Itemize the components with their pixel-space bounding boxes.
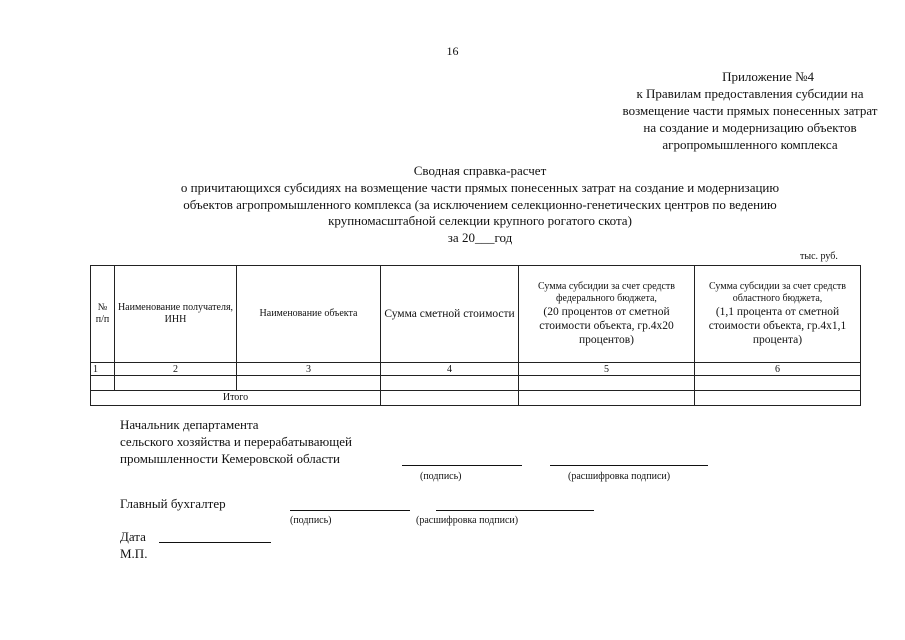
head-signature-caption: (подпись)	[420, 471, 462, 482]
table-row	[91, 376, 861, 391]
header-federal	[519, 266, 695, 363]
accountant-signature-line	[290, 510, 410, 511]
head-line: Начальник департамента	[120, 417, 259, 432]
table-cell	[237, 376, 381, 391]
title-line: о причитающихся субсидиях на возмещение части прямых понесенных затрат на создание и модернизацию	[180, 179, 780, 195]
table-header-row	[91, 266, 861, 363]
header-regional-note: (1,1 процента от сметной стоимости объекта, гр.4х1,1 процента)	[708, 306, 847, 346]
header-federal-note: (20 процентов от сметной стоимости объекта, гр.4х20 процентов)	[539, 306, 674, 346]
column-number: 4	[381, 363, 519, 376]
accountant-decode-line	[436, 510, 594, 511]
date-label: Дата	[120, 529, 146, 544]
header-federal-title: Сумма субсидии за счет средств федерального бюджета,	[538, 281, 675, 304]
appendix-line: агропромышленного комплекса	[662, 137, 838, 152]
head-decode-caption: (расшифровка подписи)	[568, 471, 671, 482]
column-number: 6	[695, 363, 861, 376]
table-number-row	[91, 363, 861, 376]
column-number: 5	[519, 363, 695, 376]
head-signature-line	[402, 465, 522, 466]
head-title	[120, 416, 352, 467]
header-number: № п/п	[91, 266, 115, 363]
table-cell	[695, 391, 861, 406]
header-object: Наименование объекта	[237, 266, 381, 363]
table-cell	[91, 376, 115, 391]
title-line: за 20___год	[447, 230, 513, 246]
page-number: 16	[446, 44, 459, 58]
table-cell	[381, 391, 519, 406]
header-recipient: Наименование получателя, ИНН	[115, 266, 237, 363]
units-label: тыс. руб.	[800, 251, 838, 262]
column-number: 1	[91, 363, 115, 376]
accountant-decode-caption: (расшифровка подписи)	[416, 515, 519, 526]
date-line	[159, 542, 271, 543]
column-number: 3	[237, 363, 381, 376]
document-title	[0, 163, 905, 247]
header-regional-title: Сумма субсидии за счет средств областного бюджета,	[709, 281, 846, 304]
accountant-signature-caption: (подпись)	[290, 515, 332, 526]
summary-table	[90, 265, 861, 406]
appendix-line: к Правилам предоставления субсидии на	[636, 86, 864, 101]
head-decode-line	[550, 465, 708, 466]
title-line: Сводная справка-расчет	[413, 163, 547, 178]
appendix-line: на создание и модернизацию объектов	[643, 120, 857, 135]
accountant-title: Главный бухгалтер	[120, 496, 226, 511]
table-cell	[519, 391, 695, 406]
total-label: Итого	[91, 391, 381, 406]
table-cell	[519, 376, 695, 391]
title-line: объектов агропромышленного комплекса (за исключением селекционно-генетических центров по ведению	[183, 196, 777, 212]
header-regional	[695, 266, 861, 363]
column-number: 2	[115, 363, 237, 376]
header-estimate: Сумма сметной стоимости	[381, 266, 519, 363]
table-cell	[115, 376, 237, 391]
appendix-header	[540, 68, 905, 153]
table-cell	[695, 376, 861, 391]
stamp-label: М.П.	[120, 546, 148, 561]
head-line: сельского хозяйства и перерабатывающей	[120, 434, 352, 449]
title-line: крупномасштабной селекции крупного рогатого скота)	[328, 213, 632, 229]
appendix-line: возмещение части прямых понесенных затрат	[622, 103, 878, 118]
appendix-line: Приложение №4	[722, 69, 814, 84]
head-line: промышленности Кемеровской области	[120, 451, 340, 466]
table-total-row	[91, 391, 861, 406]
table-cell	[381, 376, 519, 391]
